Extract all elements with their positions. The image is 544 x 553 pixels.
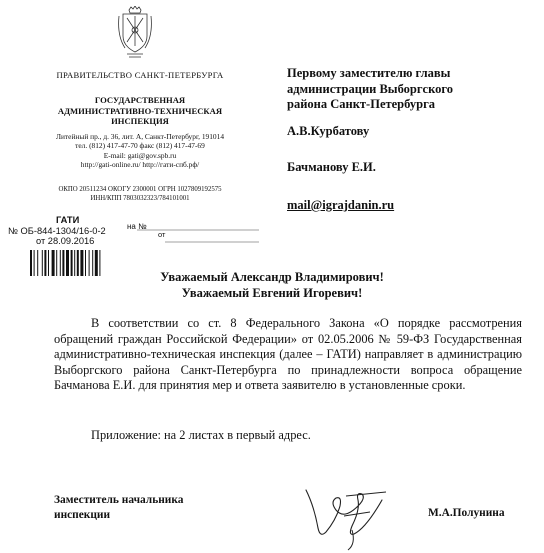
addressee-name-2: Бачманову Е.И. xyxy=(287,160,376,174)
attachment-note: Приложение: на 2 листах в первый адрес. xyxy=(91,428,311,442)
registration-date: от 28.09.2016 xyxy=(36,236,95,246)
handwritten-signature xyxy=(296,476,392,552)
reference-number-label: на № xyxy=(127,222,147,231)
reference-date-label: от xyxy=(158,230,166,239)
addressee-name-1: А.В.Курбатову xyxy=(287,124,370,138)
government-name: ПРАВИТЕЛЬСТВО САНКТ-ПЕТЕРБУРГА xyxy=(56,70,224,80)
signatory-title: Заместитель начальника инспекции xyxy=(54,494,184,521)
greeting: Уважаемый Александр Владимирович! Уважаемый Евгений Игоревич! xyxy=(160,270,384,300)
registration-number: № ОБ-844-1304/16-0-2 xyxy=(8,225,106,236)
body-paragraph: В соответствии со ст. 8 Федерального Закона «О порядке рассмотрения обращений граждан Российской Федерации» от 02.05.2006 № 59-ФЗ Государственная административно-техническая инспекция (далее – ГАТИ) направляет в администрацию Выборгского района Санкт-Петербурга по принадлежности вопроса обращение Бачманова Е.И. для принятия мер и ответа заявителю в установленные сроки. xyxy=(54,316,522,392)
organization-name: ГОСУДАРСТВЕННАЯ АДМИНИСТРАТИВНО-ТЕХНИЧЕСКАЯ ИНСПЕКЦИЯ xyxy=(57,95,223,126)
signatory-name: М.А.Полунина xyxy=(428,507,505,519)
addressee-email[interactable]: mail@igrajdanin.ru xyxy=(287,198,395,212)
registration-agency: ГАТИ xyxy=(56,215,80,225)
organization-address: Литейный пр., д. 36, лит. А, Санкт-Петербург, 191014 тел. (812) 417-47-70 факс (812) 417-47-69 E-mail: gati@gov.spb.ru http://gati-online.ru/ http://гати-спб.рф/ xyxy=(55,132,225,170)
registration-stamp xyxy=(8,215,140,247)
coat-of-arms-icon xyxy=(117,6,153,60)
addressee-title: Первому заместителю главы администрации Выборгского района Санкт-Петербурга xyxy=(287,66,453,111)
reference-lines xyxy=(137,222,259,244)
organization-codes: ОКПО 20511234 ОКОГУ 2300001 ОГРН 1027809192575 ИНН/КПП 7803032323/784101001 xyxy=(58,186,222,202)
